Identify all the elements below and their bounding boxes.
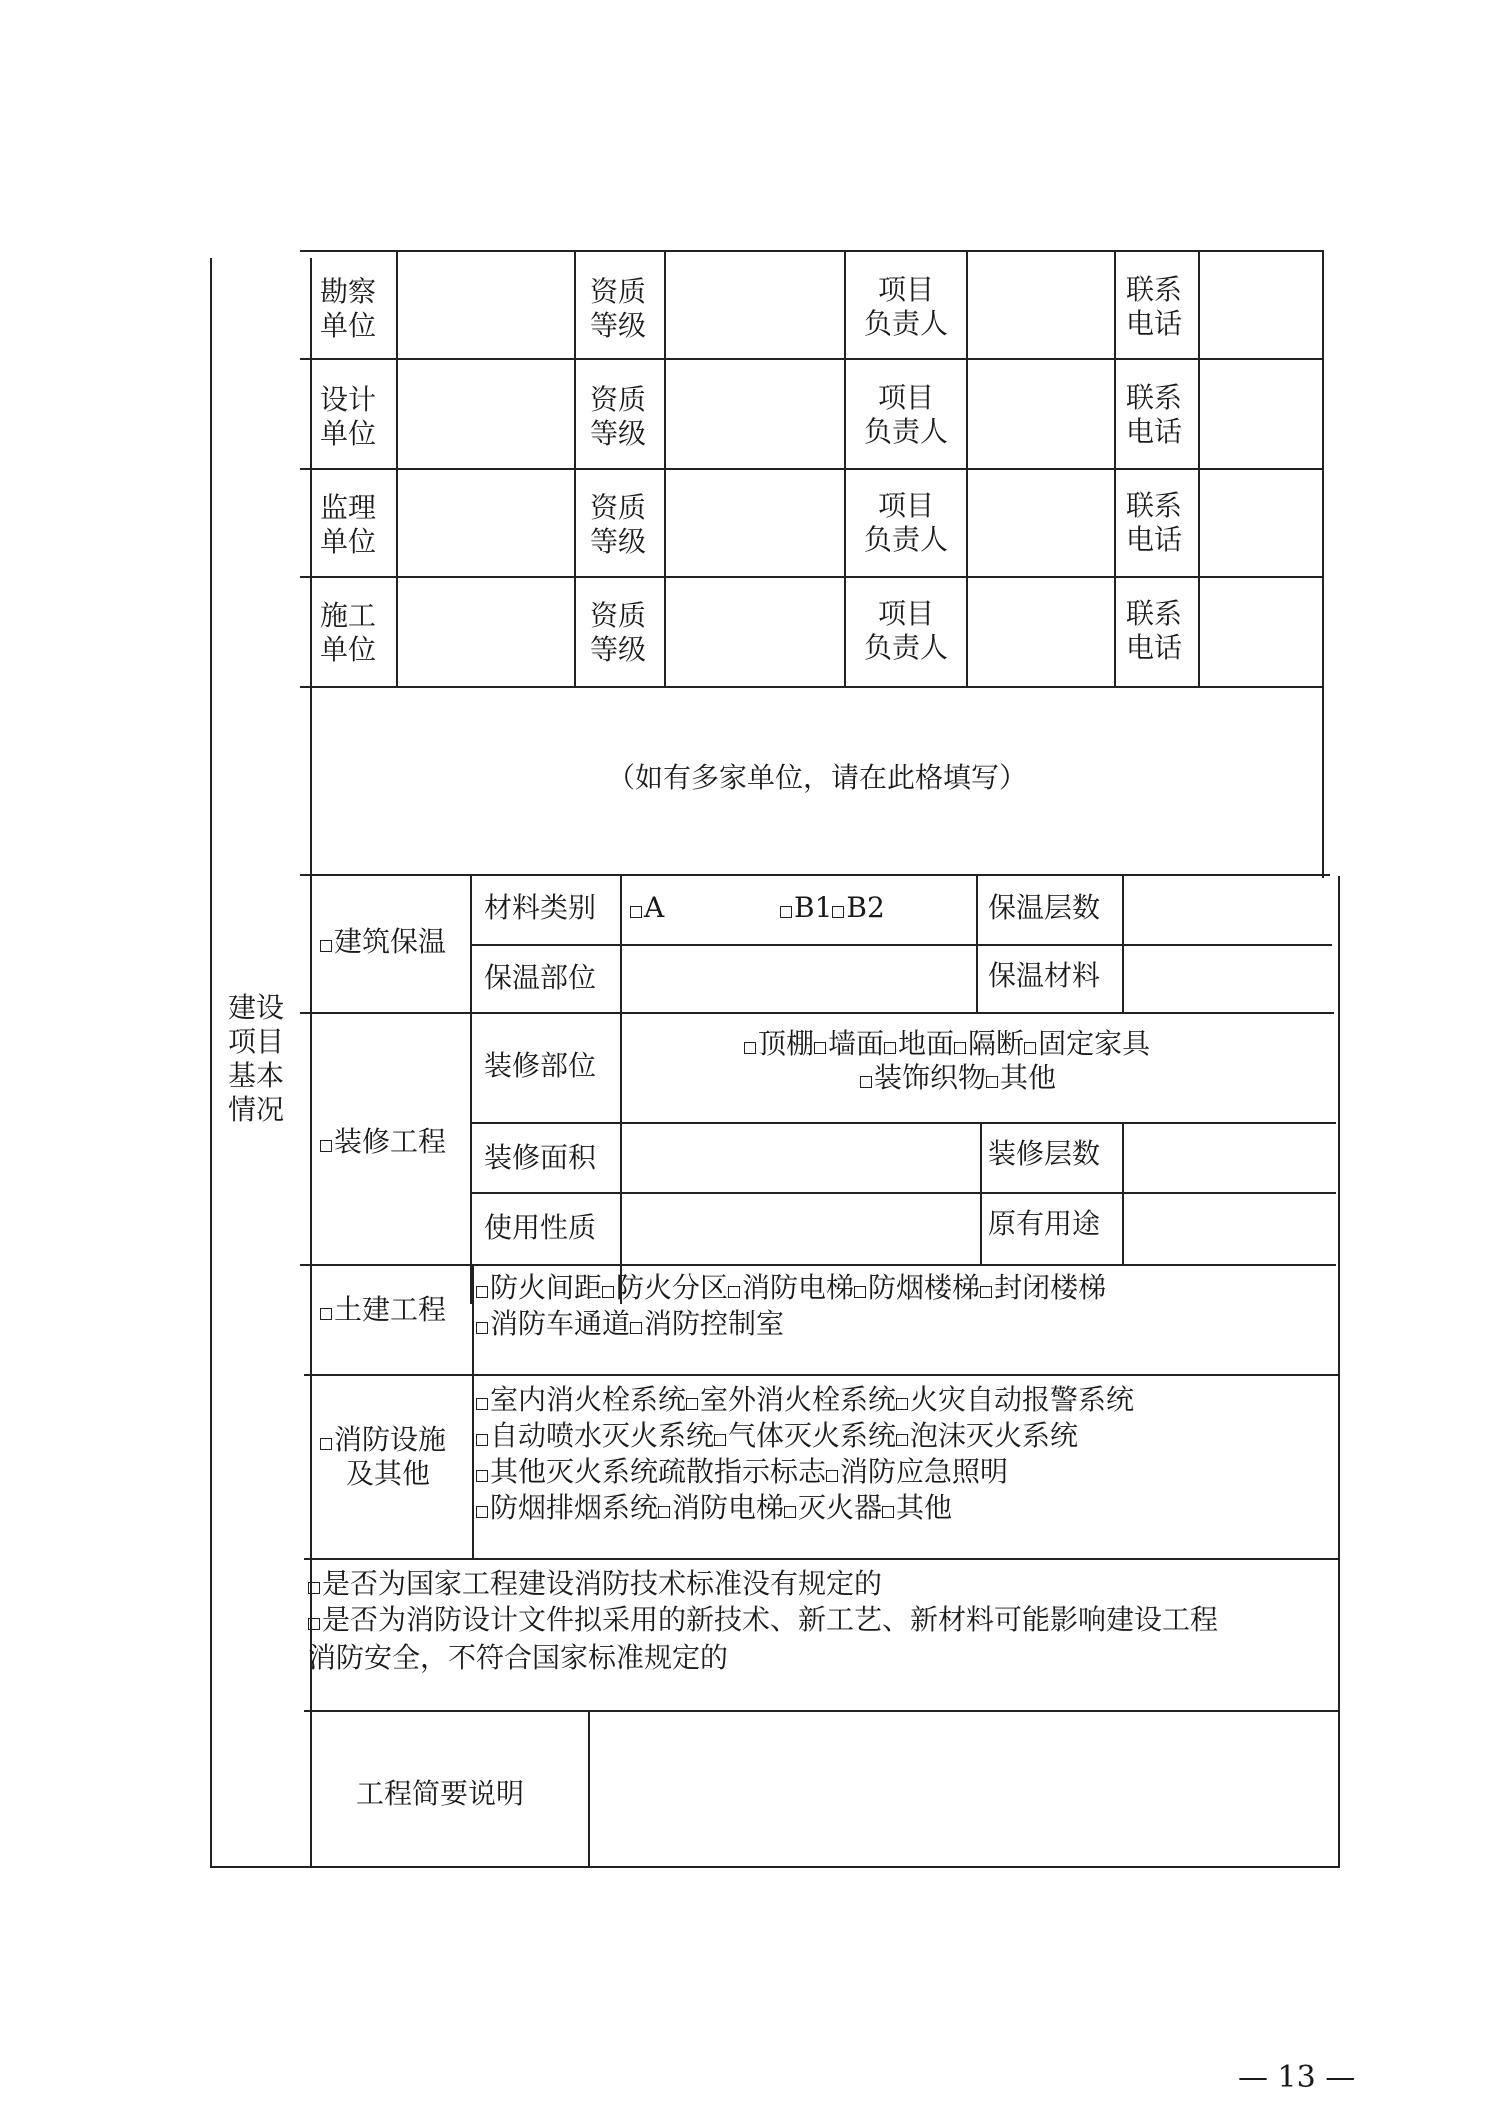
- ceiling-checkbox[interactable]: [744, 1042, 756, 1054]
- civil-options-line2: 消防车通道 消防控制室: [476, 1306, 784, 1342]
- standards-line1: 是否为国家工程建设消防技术标准没有规定的: [308, 1566, 882, 1602]
- leader-label: 项目: [877, 597, 934, 630]
- smoke-stair-checkbox[interactable]: [854, 1286, 866, 1298]
- col-divider: [976, 874, 978, 1012]
- table-bottom-border: [210, 1866, 1340, 1868]
- row-divider: [300, 468, 1324, 470]
- facilities-label: 消防设施: [320, 1422, 446, 1458]
- leader-label: 负责人: [863, 523, 948, 556]
- col-divider: [980, 1122, 982, 1264]
- facilities-checkbox[interactable]: [320, 1438, 332, 1450]
- fire-elevator-checkbox[interactable]: [728, 1286, 740, 1298]
- emergency-lighting-checkbox[interactable]: [826, 1470, 838, 1482]
- leader-label: 项目: [877, 273, 934, 306]
- insulation-layers-label: 保温层数: [988, 891, 1101, 924]
- foam-suppression-checkbox[interactable]: [896, 1434, 908, 1446]
- leader-label: 负责人: [863, 307, 948, 340]
- row-divider: [300, 358, 1324, 360]
- leader-label: 负责人: [863, 631, 948, 664]
- table-left-border: [210, 258, 212, 1868]
- col-divider: [1114, 250, 1116, 688]
- leader-label: 项目: [877, 381, 934, 414]
- row-divider: [470, 1122, 1336, 1124]
- col-divider: [588, 1710, 590, 1868]
- col-divider: [1122, 1122, 1124, 1264]
- facilities-line2: 自动喷水灭火系统 气体灭火系统 泡沫灭火系统: [476, 1418, 1078, 1454]
- control-room-checkbox[interactable]: [630, 1322, 642, 1334]
- table-top-border: [300, 250, 1324, 252]
- summary-field[interactable]: [592, 1714, 1336, 1864]
- qualification-label: 等级: [590, 417, 647, 450]
- row-divider: [304, 1374, 1338, 1376]
- other-suppression-checkbox[interactable]: [476, 1470, 488, 1482]
- multi-unit-note: （如有多家单位，请在此格填写）: [606, 761, 1027, 794]
- standards-line2: 是否为消防设计文件拟采用的新技术、新工艺、新材料可能影响建设工程: [308, 1602, 1218, 1638]
- qualification-label: 资质: [590, 491, 647, 524]
- row-divider: [470, 944, 1332, 946]
- civil-label: 土建工程: [320, 1292, 446, 1328]
- qualification-label: 等级: [590, 633, 647, 666]
- insulation-material-label: 保温材料: [988, 959, 1101, 992]
- phone-label: 联系: [1126, 381, 1183, 414]
- floor-checkbox[interactable]: [884, 1042, 896, 1054]
- phone-label: 电话: [1126, 307, 1183, 340]
- fire-compartment-checkbox[interactable]: [602, 1286, 614, 1298]
- facilities-line1: 室内消火栓系统 室外消火栓系统 火灾自动报警系统: [476, 1382, 1134, 1418]
- smoke-exhaust-checkbox[interactable]: [476, 1506, 488, 1518]
- row-divider: [300, 686, 1324, 688]
- page-number: — 13 —: [1238, 2060, 1356, 2095]
- col-divider: [574, 250, 576, 688]
- decoration-parts-line1: 顶棚 墙面 地面 隔断 固定家具: [744, 1026, 1150, 1062]
- row-divider: [304, 1558, 1338, 1560]
- unit-label: 单位: [320, 309, 377, 342]
- table-right-border-lower: [1338, 876, 1340, 1866]
- unit-label: 勘察: [320, 275, 377, 308]
- new-tech-checkbox[interactable]: [308, 1618, 320, 1630]
- unit-label: 单位: [320, 633, 377, 666]
- decoration-area-label: 装修面积: [484, 1141, 597, 1174]
- decoration-layers-label: 装修层数: [988, 1137, 1101, 1170]
- row-divider: [300, 576, 1324, 578]
- material-option-b: B1 B2: [780, 890, 885, 926]
- decoration-parts-line2: 装饰织物 其他: [860, 1060, 1056, 1096]
- outdoor-hydrant-checkbox[interactable]: [686, 1398, 698, 1410]
- phone-label: 联系: [1126, 489, 1183, 522]
- phone-label: 电话: [1126, 523, 1183, 556]
- summary-label: 工程简要说明: [356, 1777, 525, 1810]
- decoration-checkbox[interactable]: [320, 1140, 332, 1152]
- section-label-line: 情况: [228, 1093, 285, 1126]
- unit-label: 单位: [320, 525, 377, 558]
- leader-label: 项目: [877, 489, 934, 522]
- option-a-checkbox[interactable]: [630, 906, 642, 918]
- col-divider: [1198, 250, 1200, 688]
- unit-label: 施工: [320, 599, 377, 632]
- closed-stair-checkbox[interactable]: [980, 1286, 992, 1298]
- option-b1-checkbox[interactable]: [780, 906, 792, 918]
- row-divider: [300, 1012, 1334, 1014]
- facilities-line4: 防烟排烟系统 消防电梯 灭火器 其他: [476, 1490, 952, 1526]
- gas-suppression-checkbox[interactable]: [714, 1434, 726, 1446]
- row-divider: [300, 1264, 1336, 1266]
- option-b2-checkbox[interactable]: [832, 906, 844, 918]
- phone-label: 联系: [1126, 273, 1183, 306]
- qualification-label: 等级: [590, 525, 647, 558]
- fire-alarm-checkbox[interactable]: [896, 1398, 908, 1410]
- section-label-line: 项目: [228, 1025, 285, 1058]
- fire-spacing-checkbox[interactable]: [476, 1286, 488, 1298]
- fixed-furniture-checkbox[interactable]: [1024, 1042, 1036, 1054]
- col-divider: [472, 1264, 474, 1560]
- decoration-part-label: 装修部位: [484, 1049, 597, 1082]
- standards-line3: 消防安全，不符合国家标准规定的: [308, 1641, 729, 1674]
- leader-label: 负责人: [863, 415, 948, 448]
- phone-label: 联系: [1126, 597, 1183, 630]
- row-divider: [470, 1192, 1336, 1194]
- fire-lane-checkbox[interactable]: [476, 1322, 488, 1334]
- material-type-label: 材料类别: [484, 891, 597, 924]
- no-standard-checkbox[interactable]: [308, 1582, 320, 1594]
- indoor-hydrant-checkbox[interactable]: [476, 1398, 488, 1410]
- decoration-label: 装修工程: [320, 1124, 446, 1160]
- unit-label: 监理: [320, 491, 377, 524]
- col-divider: [664, 250, 666, 688]
- partition-checkbox[interactable]: [954, 1042, 966, 1054]
- facilities-other-checkbox[interactable]: [882, 1506, 894, 1518]
- original-use-label: 原有用途: [988, 1207, 1101, 1240]
- insulation-part-label: 保温部位: [484, 961, 597, 994]
- fabric-checkbox[interactable]: [860, 1076, 872, 1088]
- qualification-label: 资质: [590, 383, 647, 416]
- table-right-border-upper: [1322, 250, 1324, 878]
- other-checkbox[interactable]: [986, 1076, 998, 1088]
- sprinkler-checkbox[interactable]: [476, 1434, 488, 1446]
- qualification-label: 资质: [590, 599, 647, 632]
- row-divider: [300, 874, 1330, 876]
- col-divider: [470, 874, 472, 1304]
- facilities-label-line2: 及其他: [346, 1457, 431, 1490]
- insulation-checkbox[interactable]: [320, 940, 332, 952]
- row-divider: [304, 1710, 1338, 1712]
- unit-label: 设计: [320, 383, 377, 416]
- material-option-a: A: [630, 890, 664, 926]
- unit-label: 单位: [320, 417, 377, 450]
- use-nature-label: 使用性质: [484, 1211, 597, 1244]
- civil-checkbox[interactable]: [320, 1308, 332, 1320]
- facilities-line3: 其他灭火系统疏散指示标志 消防应急照明: [476, 1454, 1008, 1490]
- col-divider: [1122, 874, 1124, 1012]
- phone-label: 电话: [1126, 631, 1183, 664]
- qualification-label: 资质: [590, 275, 647, 308]
- col-divider: [966, 250, 968, 688]
- fire-elevator-2-checkbox[interactable]: [658, 1506, 670, 1518]
- col-divider: [620, 874, 622, 1304]
- col-divider: [396, 250, 398, 688]
- section-label-line: 建设: [228, 991, 285, 1024]
- civil-options-line1: 防火间距 防火分区 消防电梯 防烟楼梯 封闭楼梯: [476, 1270, 1106, 1306]
- qualification-label: 等级: [590, 309, 647, 342]
- phone-label: 电话: [1126, 415, 1183, 448]
- wall-checkbox[interactable]: [814, 1042, 826, 1054]
- section-label-line: 基本: [228, 1059, 285, 1092]
- extinguisher-checkbox[interactable]: [784, 1506, 796, 1518]
- insulation-label: 建筑保温: [320, 924, 446, 960]
